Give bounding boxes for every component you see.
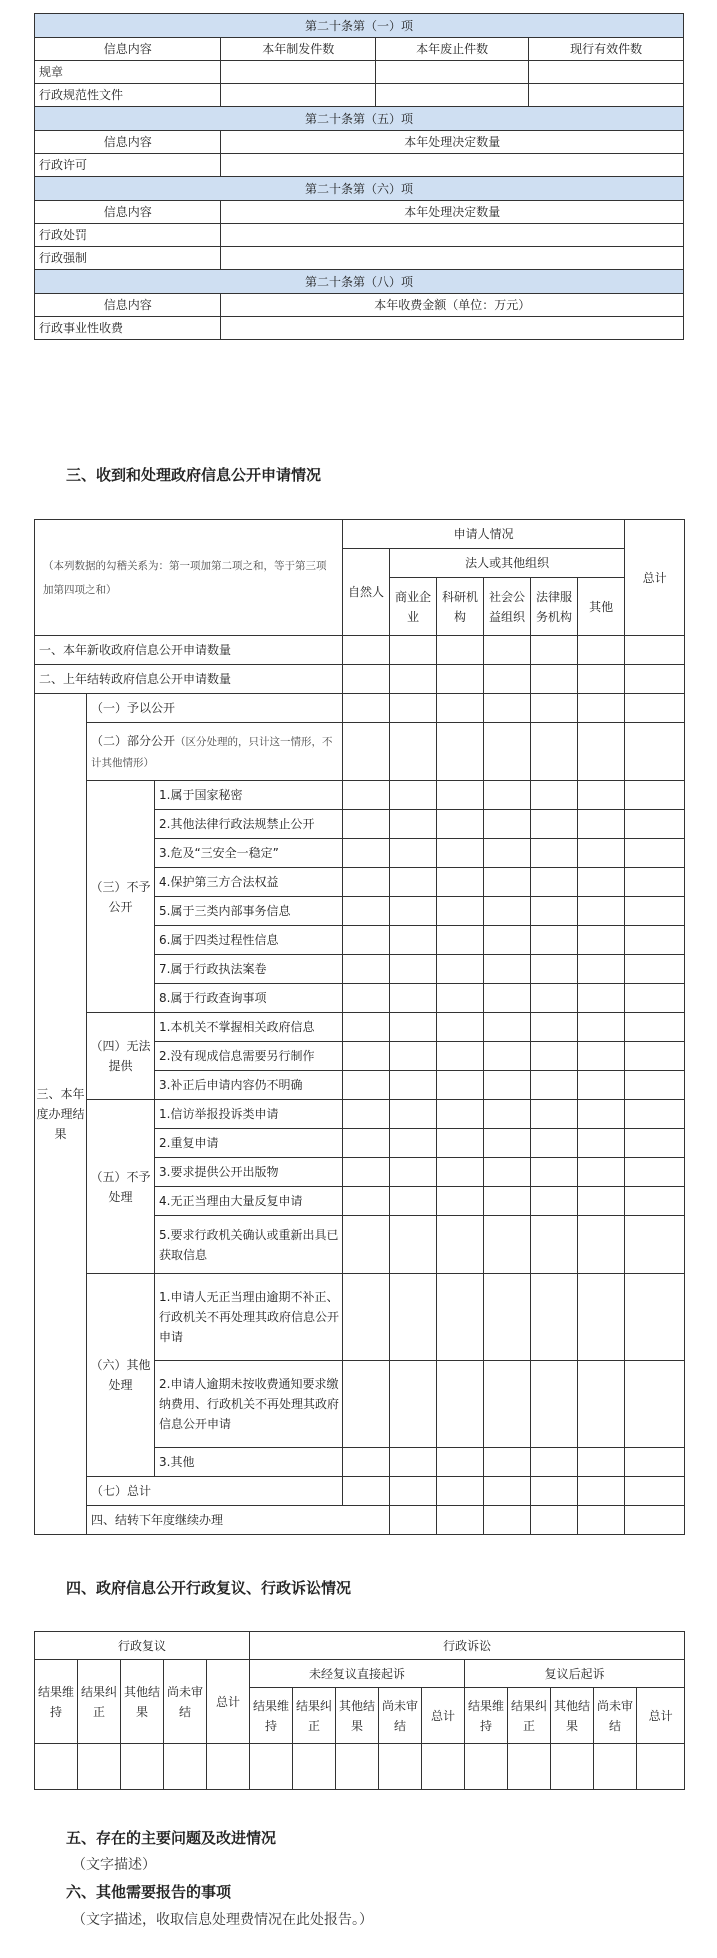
col-direct: 其他结果 — [336, 1688, 379, 1744]
row-new-applications: 一、本年新收政府信息公开申请数量 — [35, 636, 343, 665]
col-review: 结果维持 — [35, 1660, 78, 1744]
direct-suit-header: 未经复议直接起诉 — [250, 1660, 465, 1688]
item: 7.属于行政执法案卷 — [155, 955, 343, 984]
item: 3.危及“三安全一稳定” — [155, 839, 343, 868]
header-issued: 本年制发件数 — [221, 38, 376, 61]
section-6-desc: （文字描述，收取信息处理费情况在此处报告。） — [72, 1912, 373, 1928]
section-5-title: 五、存在的主要问题及改进情况 — [66, 1829, 277, 1847]
item: 8.属于行政查询事项 — [155, 984, 343, 1013]
col-review: 尚未审结 — [164, 1660, 207, 1744]
col-direct: 总计 — [422, 1688, 465, 1744]
col-after: 总计 — [637, 1688, 685, 1744]
section-header-6: 第二十条第（六）项 — [35, 177, 684, 201]
header-abolished: 本年废止件数 — [375, 38, 528, 61]
row-label: 行政规范性文件 — [35, 84, 221, 107]
col-other: 其他 — [578, 578, 625, 636]
header-info: 信息内容 — [35, 38, 221, 61]
row-carry-forward: 四、结转下年度继续办理 — [87, 1506, 390, 1535]
group-unable: （四）无法提供 — [87, 1013, 155, 1100]
col-direct: 结果纠正 — [293, 1688, 336, 1744]
col-legal-service: 法律服务机构 — [531, 578, 578, 636]
group-total: （七）总计 — [87, 1477, 343, 1506]
item: 1.属于国家秘密 — [155, 781, 343, 810]
item: 2.其他法律行政法规禁止公开 — [155, 810, 343, 839]
section-3-title: 三、收到和处理政府信息公开申请情况 — [66, 466, 322, 484]
group-partial — [87, 723, 343, 781]
item: 3.要求提供公开出版物 — [155, 1158, 343, 1187]
group-partial-note: （区分处理的，只计这一情形，不计其他情形） — [91, 735, 333, 769]
header-info: 信息内容 — [35, 294, 221, 317]
header-info: 信息内容 — [35, 131, 221, 154]
total-header: 总计 — [625, 520, 685, 636]
item: 1.申请人无正当理由逾期不补正、行政机关不再处理其政府信息公开申请 — [155, 1274, 343, 1361]
group-other-processing: （六）其他处理 — [87, 1274, 155, 1477]
header-fee: 本年收费金额（单位：万元） — [221, 294, 684, 317]
col-business: 商业企业 — [390, 578, 437, 636]
review-litigation-table — [34, 1631, 685, 1790]
item: 4.保护第三方合法权益 — [155, 868, 343, 897]
group-not-disclosed: （三）不予公开 — [87, 781, 155, 1013]
after-review-header: 复议后起诉 — [465, 1660, 685, 1688]
col-direct: 结果维持 — [250, 1688, 293, 1744]
item: 6.属于四类过程性信息 — [155, 926, 343, 955]
section-header-1: 第二十条第（一）项 — [35, 14, 684, 38]
section-header-5: 第二十条第（五）项 — [35, 107, 684, 131]
item: 5.要求行政机关确认或重新出具已获取信息 — [155, 1216, 343, 1274]
natural-person-header: 自然人 — [343, 549, 390, 636]
reconciliation-note: （本列数据的勾稽关系为：第一项加第二项之和，等于第三项加第四项之和） — [35, 520, 343, 636]
item: 4.无正当理由大量反复申请 — [155, 1187, 343, 1216]
section-header-8: 第二十条第（八）项 — [35, 270, 684, 294]
row-label: 行政处罚 — [35, 224, 221, 247]
litigation-header: 行政诉讼 — [250, 1632, 685, 1660]
admin-review-header: 行政复议 — [35, 1632, 250, 1660]
row-label: 行政事业性收费 — [35, 317, 221, 340]
col-after: 其他结果 — [551, 1688, 594, 1744]
item: 3.其他 — [155, 1448, 343, 1477]
group-partial-label: （二）部分公开 — [91, 733, 176, 748]
col-review: 总计 — [207, 1660, 250, 1744]
col-after: 结果维持 — [465, 1688, 508, 1744]
row-label: 规章 — [35, 61, 221, 84]
application-table — [34, 519, 685, 1535]
header-decisions: 本年处理决定数量 — [221, 201, 684, 224]
item: 2.申请人逾期未按收费通知要求缴纳费用、行政机关不再处理其政府信息公开申请 — [155, 1361, 343, 1448]
row-results-label: 三、本年度办理结果 — [35, 694, 87, 1535]
header-info: 信息内容 — [35, 201, 221, 224]
section-6-title: 六、其他需要报告的事项 — [66, 1883, 232, 1901]
row-carried-over: 二、上年结转政府信息公开申请数量 — [35, 665, 343, 694]
col-public-welfare: 社会公益组织 — [484, 578, 531, 636]
row-label: 行政许可 — [35, 154, 221, 177]
item: 2.没有现成信息需要另行制作 — [155, 1042, 343, 1071]
row-label: 行政强制 — [35, 247, 221, 270]
header-decisions: 本年处理决定数量 — [221, 131, 684, 154]
item: 1.信访举报投诉类申请 — [155, 1100, 343, 1129]
item: 1.本机关不掌握相关政府信息 — [155, 1013, 343, 1042]
col-review: 其他结果 — [121, 1660, 164, 1744]
group-disclosed: （一）予以公开 — [87, 694, 343, 723]
item: 5.属于三类内部事务信息 — [155, 897, 343, 926]
col-research: 科研机构 — [437, 578, 484, 636]
col-after: 尚未审结 — [594, 1688, 637, 1744]
legal-person-header: 法人或其他组织 — [390, 549, 625, 578]
article20-table — [34, 13, 684, 340]
section-4-title: 四、政府信息公开行政复议、行政诉讼情况 — [66, 1579, 352, 1597]
header-valid: 现行有效件数 — [529, 38, 684, 61]
col-direct: 尚未审结 — [379, 1688, 422, 1744]
col-after: 结果纠正 — [508, 1688, 551, 1744]
section-5-desc: （文字描述） — [72, 1857, 156, 1873]
group-not-processed: （五）不予处理 — [87, 1100, 155, 1274]
item: 3.补正后申请内容仍不明确 — [155, 1071, 343, 1100]
col-review: 结果纠正 — [78, 1660, 121, 1744]
item: 2.重复申请 — [155, 1129, 343, 1158]
applicant-header: 申请人情况 — [343, 520, 625, 549]
